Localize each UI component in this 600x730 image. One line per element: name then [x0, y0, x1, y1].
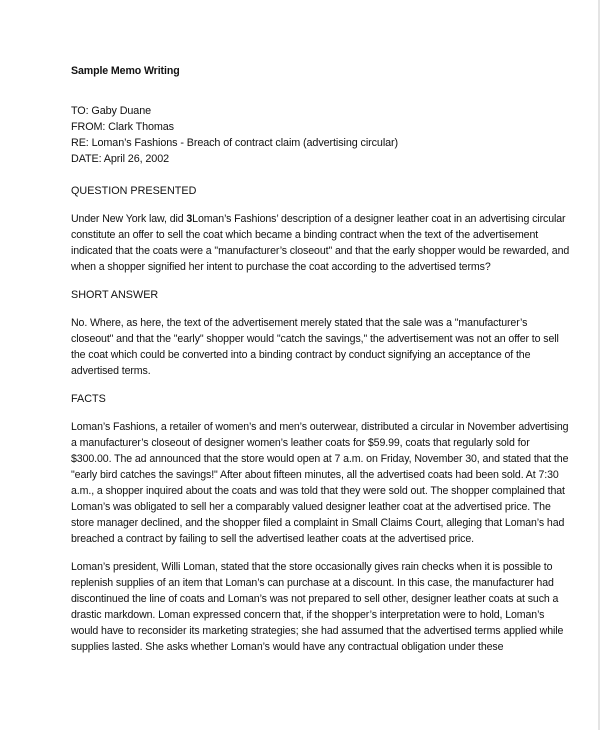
paragraph-line: closeout" and that the "early" shopper would "catch the savings," the advertisement was not an offer to sell	[71, 333, 559, 345]
paragraph-line: supplies lasted. She asks whether Loman’s would have any contractual obligation under these	[71, 641, 504, 653]
paragraph-line: would have to reconsider its marketing strategies; she had assumed that the advertised terms applied while	[71, 625, 564, 637]
document-title: Sample Memo Writing	[71, 65, 180, 77]
short-answer-heading: SHORT ANSWER	[71, 289, 159, 301]
memo-from: FROM: Clark Thomas	[71, 121, 174, 133]
memo-re: RE: Loman’s Fashions - Breach of contract claim (advertising circular)	[71, 137, 399, 149]
question-presented-heading: QUESTION PRESENTED	[71, 185, 197, 197]
paragraph-line: advertised terms.	[71, 365, 151, 377]
footnote-mark: 3	[186, 213, 193, 225]
paragraph-line: discontinued the line of coats and Loman’s was not prepared to sell other, designer leather coats at such a	[71, 593, 559, 605]
paragraph-line: indicated that the coats were a "manufacturer’s closeout" and that the early shopper would be rewarded, and	[71, 245, 570, 257]
line-text: Loman’s Fashions’ description of a designer leather coat in an advertising circular	[192, 213, 566, 225]
paragraph-line: constitute an offer to sell the coat which became a binding contract when the text of the advertisement	[71, 229, 539, 241]
paragraph-line: a manufacturer’s closeout of designer women’s leather coats for $59.99, coats that regularly sold for	[71, 437, 530, 449]
facts-paragraph-1	[71, 419, 569, 547]
memo-to: TO: Gaby Duane	[71, 105, 152, 117]
paragraph-line: Loman’s president, Willi Loman, stated that the store occasionally gives rain checks when it is possible to	[71, 561, 553, 573]
paragraph-line: Loman’s was obligated to sell her a comparably valued designer leather coat at the advertised price. The	[71, 501, 551, 513]
line-text: Under New York law, did	[71, 213, 187, 225]
paragraph-line: replenish supplies of an item that Loman’s can purchase at a discount. In this case, the manufacturer had	[71, 577, 554, 589]
paragraph-line: the coat which could be converted into a binding contract by conduct signifying an acceptance of the	[71, 349, 531, 361]
memo-header	[71, 103, 541, 167]
short-answer-paragraph	[71, 315, 559, 379]
paragraph-line: when a shopper signified her intent to purchase the coat according to the advertised terms?	[71, 261, 491, 273]
facts-heading: FACTS	[71, 393, 106, 405]
question-presented-paragraph	[71, 211, 570, 275]
paragraph-line: drastic markdown. Loman expressed concern that, if the shopper’s interpretation were to hold, Loman’s	[71, 609, 545, 621]
paragraph-line: breached a contract by failing to sell the advertised leather coats at the advertised price.	[71, 533, 475, 545]
memo-date: DATE: April 26, 2002	[71, 153, 170, 165]
memo-content	[71, 63, 570, 667]
paragraph-line: Loman’s Fashions, a retailer of women’s and men’s outerwear, distributed a circular in November advertising	[71, 421, 569, 433]
facts-paragraph-2	[71, 559, 564, 655]
paragraph-line: $300.00. The ad announced that the store would open at 7 a.m. on Friday, November 30, and stated that the	[71, 453, 569, 465]
paragraph-line: store manager declined, and the shopper filed a complaint in Small Claims Court, alleging that Loman’s had	[71, 517, 565, 529]
paragraph-line: No. Where, as here, the text of the advertisement merely stated that the sale was a "manufacturer’s	[71, 317, 528, 329]
paragraph-line: a.m., a shopper inquired about the coats and was told that they were sold out. The shopper complained that	[71, 485, 565, 497]
paragraph-line: "early bird catches the savings!" After about fifteen minutes, all the advertised coats had been sold. At 7:30	[71, 469, 559, 481]
paragraph-line	[71, 211, 566, 227]
